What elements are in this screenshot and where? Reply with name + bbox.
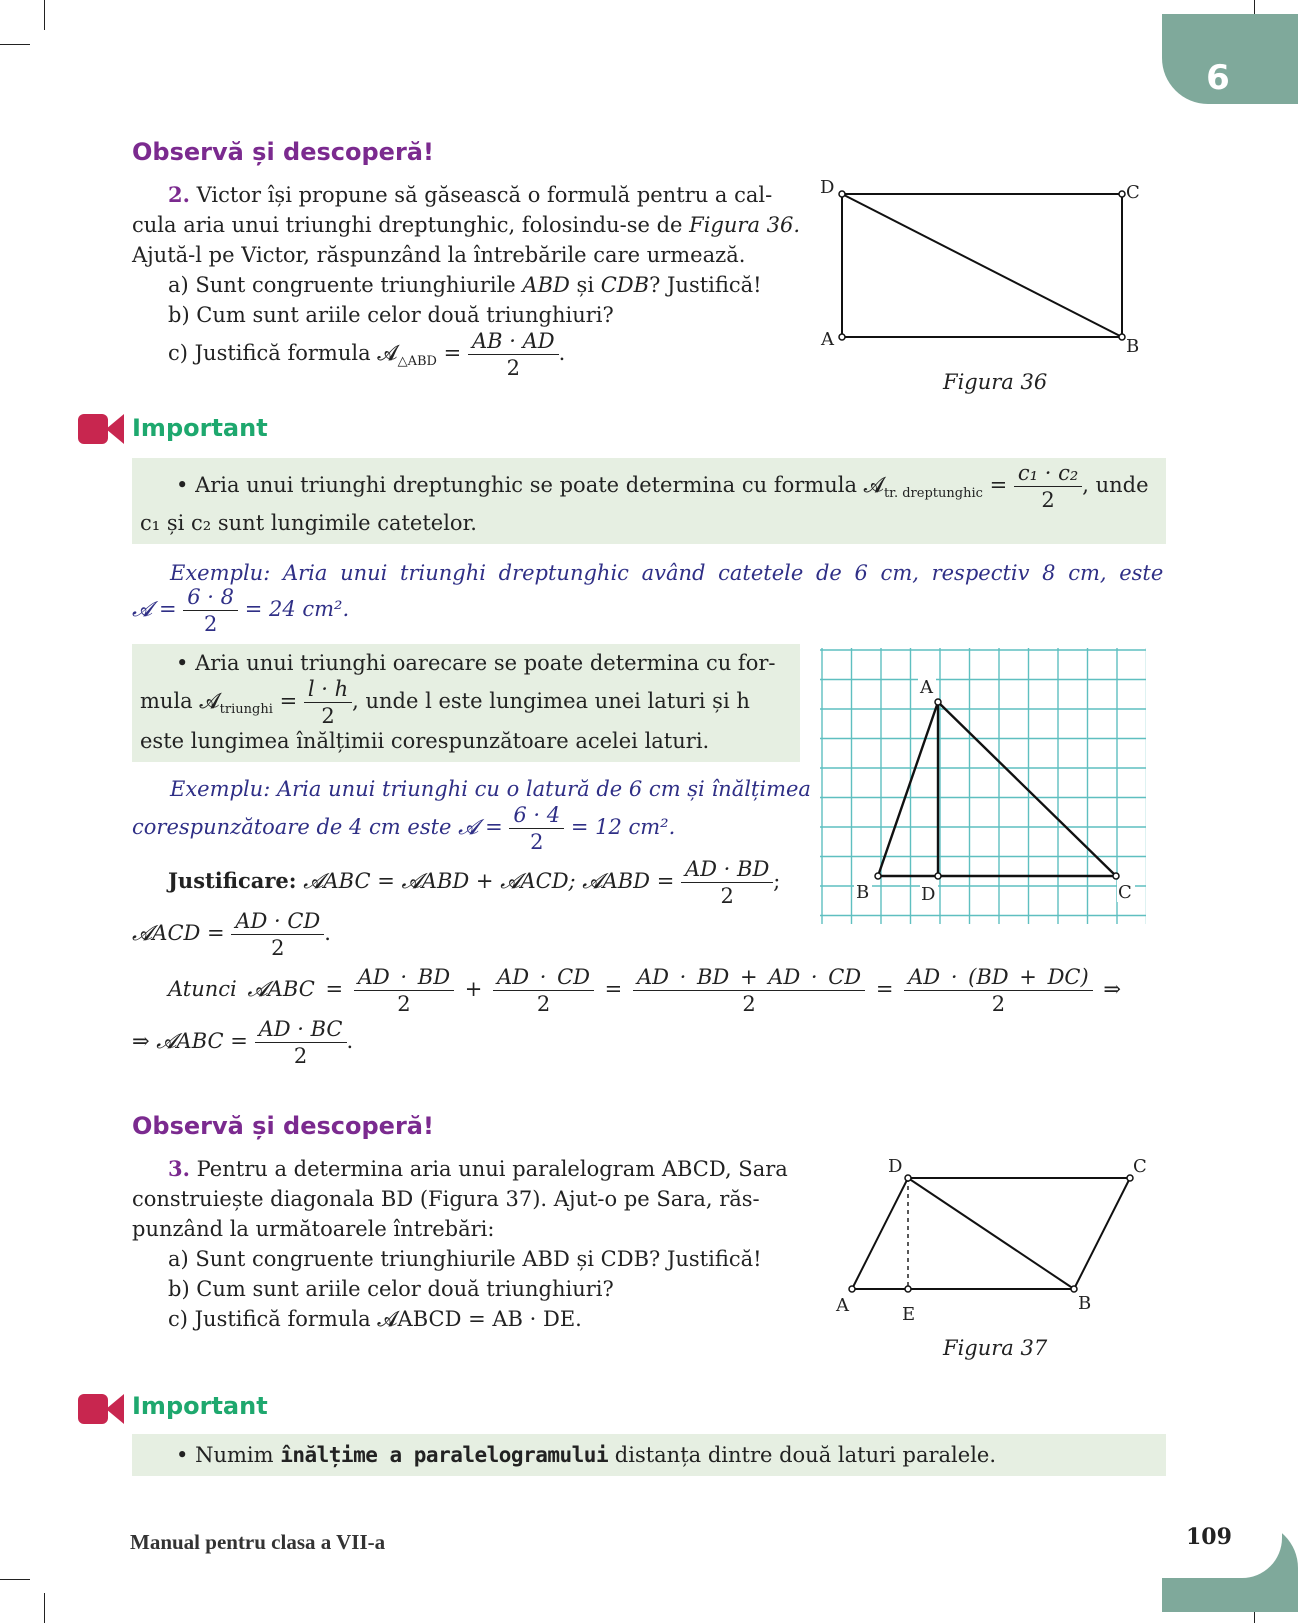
important-heading: Important <box>132 1392 268 1420</box>
equals-sign: = <box>989 473 1008 497</box>
equals-sign: = <box>443 341 462 365</box>
vertex-label-c: C <box>1118 882 1132 903</box>
bullet: • <box>176 473 189 497</box>
fraction-numerator: AD · CD <box>231 908 324 935</box>
question-c: c) Justifică formula 𝓐ABCD = AB · DE. <box>168 1307 582 1331</box>
fraction-denominator: 2 <box>321 704 335 728</box>
important-text: Aria unui triunghi dreptunghic se poate determina cu formula <box>195 473 857 497</box>
question-b: b) Cum sunt ariile celor două triunghiuri? <box>168 303 614 327</box>
justification-line <box>132 1016 353 1069</box>
fraction <box>1014 460 1082 513</box>
problem-number: 2. <box>168 182 190 207</box>
plus-sign: + <box>464 977 483 1001</box>
figure-36-rectangle <box>815 172 1140 357</box>
fraction-denominator: 2 <box>991 992 1006 1016</box>
fraction-denominator: 2 <box>536 992 551 1016</box>
figure-caption: Figura 36 <box>943 370 1048 394</box>
example-formula <box>132 584 349 637</box>
page-number: 109 <box>1186 1524 1232 1550</box>
important-text: , unde l este lungimea unei laturi și h <box>352 689 750 713</box>
example-text: Exemplu: Aria unui triunghi cu o latură de 6 cm și înălțimea <box>170 777 811 801</box>
question-a: a) Sunt congruente triunghiurile ABD și CDB? Justifică! <box>168 1247 762 1271</box>
problem-line: punzând la următoarele întrebări: <box>132 1217 495 1241</box>
justification-expr: Atunci 𝓐ABC = <box>168 977 344 1001</box>
implies-sign: ⇒ <box>1103 977 1121 1001</box>
figure-caption: Figura 37 <box>943 1336 1048 1360</box>
vertex-label-d: D <box>921 884 936 905</box>
fraction-numerator: AD · CD <box>493 964 594 991</box>
area-subscript: tr. dreptunghic <box>883 486 983 502</box>
question-b: b) Cum sunt ariile celor două triunghiuri? <box>168 1277 614 1301</box>
punctuation: . <box>346 1029 354 1053</box>
footer-text: Manual pentru clasa a VII-a <box>130 1530 386 1554</box>
equals-sign: = <box>604 977 623 1001</box>
fraction <box>468 328 559 381</box>
fraction-denominator: 2 <box>397 992 411 1016</box>
important-text: mula <box>140 689 193 713</box>
fraction-denominator: 2 <box>1041 488 1055 512</box>
bullet: • <box>176 1443 189 1467</box>
area-expression: 𝓐 = <box>132 597 177 621</box>
problem-line: construiește diagonala BD (Figura 37). Ajut-o pe Sara, răs- <box>132 1187 760 1211</box>
fraction <box>681 856 773 909</box>
triangle-name: ABD <box>522 273 570 297</box>
important-term: înălțime a paralelogramului <box>280 1443 609 1467</box>
fraction-denominator: 2 <box>720 884 734 908</box>
fraction-numerator: 6 · 4 <box>509 802 564 829</box>
vertex-label-c: C <box>1126 182 1140 203</box>
important-heading: Important <box>132 414 268 442</box>
fraction <box>493 964 594 1017</box>
important-text: distanța dintre două laturi paralele. <box>614 1443 997 1467</box>
vertex-label-b: B <box>1126 336 1140 357</box>
crop-mark <box>44 0 45 30</box>
fraction-numerator: AD · BD + AD · CD <box>633 964 865 991</box>
fraction-numerator: AD · BD <box>681 856 773 883</box>
fraction-numerator: l · h <box>304 676 352 703</box>
figure-37-parallelogram <box>832 1152 1152 1334</box>
vertex-label-b: B <box>856 882 870 903</box>
section-heading: Observă și descoperă! <box>132 138 434 166</box>
important-line <box>176 1440 996 1470</box>
justification-expr: 𝓐ACD = <box>132 921 225 945</box>
triangle-name: CDB <box>600 273 650 297</box>
fraction-denominator: 2 <box>506 356 520 380</box>
crop-mark <box>0 1579 30 1580</box>
fraction-numerator: AD · (BD + DC) <box>904 964 1093 991</box>
important-line <box>176 460 1149 513</box>
vertex-label-a: A <box>821 329 834 350</box>
important-line <box>176 648 775 678</box>
question-c <box>168 328 565 381</box>
vertex-label-a: A <box>836 1295 849 1316</box>
example-result: = 12 cm². <box>570 815 676 839</box>
vertex-label-d: D <box>820 177 835 198</box>
question-text: c) Justifică formula <box>168 341 371 365</box>
figure-grid-triangle <box>820 648 1146 928</box>
example-formula <box>132 802 675 855</box>
fraction-numerator: AD · BD <box>354 964 454 991</box>
fraction <box>633 964 865 1017</box>
fraction <box>904 964 1093 1017</box>
justification-line <box>168 964 1121 1017</box>
question-a <box>168 270 762 300</box>
important-text: Aria unui triunghi oarecare se poate determina cu for- <box>195 651 776 675</box>
problem-line: Ajută-l pe Victor, răspunzând la întrebările care urmează. <box>132 243 746 267</box>
problem-number: 3. <box>168 1156 190 1181</box>
important-line: c₁ și c₂ sunt lungimile catetelor. <box>140 511 477 535</box>
fraction-denominator: 2 <box>271 936 285 960</box>
justification-line <box>132 908 331 961</box>
justification-expr: ⇒ 𝓐ABC = <box>132 1029 248 1053</box>
problem-line: cula aria unui triunghi dreptunghic, folosindu-se de <box>132 213 683 237</box>
fraction <box>255 1016 347 1069</box>
fraction-denominator: 2 <box>742 992 756 1016</box>
fraction-numerator: c₁ · c₂ <box>1014 460 1082 487</box>
area-subscript: triunghi <box>219 702 273 718</box>
problem-line: Victor își propune să găsească o formulă pentru a cal- <box>196 183 773 207</box>
problem-text <box>168 1154 788 1184</box>
area-symbol: 𝓐 <box>199 689 220 713</box>
fraction-numerator: AD · BC <box>255 1016 347 1043</box>
justification-line <box>168 856 780 909</box>
vertex-label-d: D <box>888 1156 903 1177</box>
punctuation: ; <box>773 869 781 893</box>
vertex-label-c: C <box>1133 1156 1147 1177</box>
fraction <box>231 908 324 961</box>
important-icon <box>78 412 124 446</box>
fraction <box>304 676 352 729</box>
problem-text <box>168 180 772 210</box>
example-result: = 24 cm². <box>244 597 350 621</box>
example-text: corespunzătoare de 4 cm este 𝓐 = <box>132 815 503 839</box>
chapter-number: 6 <box>1206 58 1230 98</box>
fraction-denominator: 2 <box>203 612 218 636</box>
crop-mark <box>44 1593 45 1623</box>
area-symbol: 𝓐 <box>377 341 398 365</box>
problem-line: Pentru a determina aria unui paralelogram ABCD, Sara <box>196 1157 788 1181</box>
important-icon <box>78 1392 124 1426</box>
important-line <box>140 676 750 729</box>
question-text: a) Sunt congruente triunghiurile <box>168 273 516 297</box>
vertex-label-a: A <box>920 677 933 698</box>
justification-expr: 𝓐ABC = 𝓐ABD + 𝓐ACD; 𝓐ABD = <box>303 869 675 893</box>
fraction <box>354 964 454 1017</box>
crop-mark <box>0 44 30 45</box>
fraction-denominator: 2 <box>530 830 544 854</box>
equals-sign: = <box>875 977 894 1001</box>
equals-sign: = <box>279 689 298 713</box>
important-text: Numim <box>195 1443 274 1467</box>
punctuation: . <box>324 921 331 945</box>
vertex-label-b: B <box>1078 1293 1092 1314</box>
vertex-label-e: E <box>902 1304 916 1325</box>
punctuation: . <box>558 341 566 365</box>
justification-label: Justificare: <box>168 868 297 893</box>
figure-ref: Figura 36. <box>689 213 801 237</box>
bullet: • <box>176 651 189 675</box>
section-heading: Observă și descoperă! <box>132 1112 434 1140</box>
example-text: Exemplu: Aria unui triunghi dreptunghic având catetele de 6 cm, respectiv 8 cm, este <box>170 561 1164 585</box>
question-text: ? Justifică! <box>649 273 762 297</box>
fraction-numerator: AB · AD <box>468 328 559 355</box>
question-text: și <box>576 273 595 297</box>
fraction-denominator: 2 <box>293 1044 308 1068</box>
fraction <box>183 584 238 637</box>
problem-text <box>132 210 800 240</box>
fraction-numerator: 6 · 8 <box>183 584 238 611</box>
area-symbol: 𝓐 <box>863 473 884 497</box>
fraction <box>509 802 564 855</box>
area-subscript: △ABD <box>397 354 437 370</box>
important-text: , unde <box>1082 473 1149 497</box>
important-line: este lungimea înălțimii corespunzătoare acelei laturi. <box>140 729 710 753</box>
